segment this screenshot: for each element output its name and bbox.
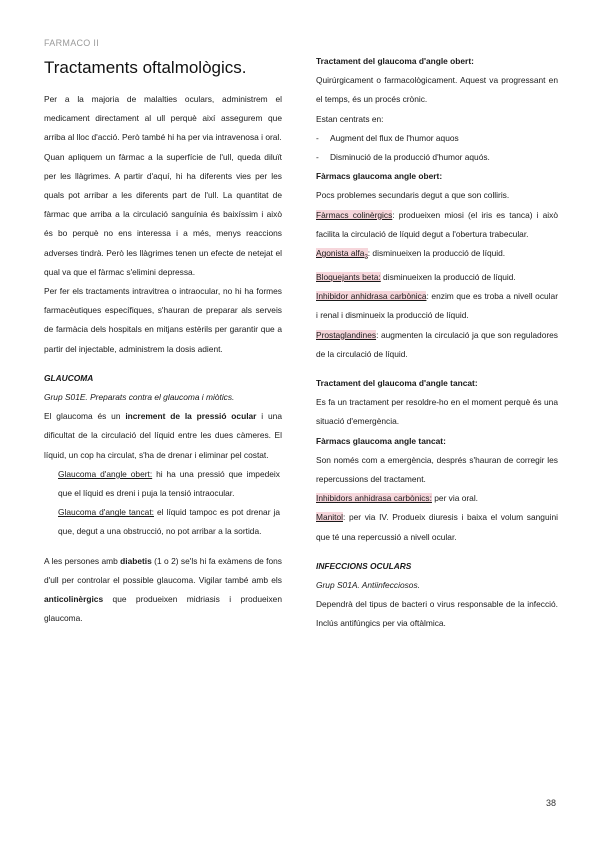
diabetes-paragraph: A les persones amb diabetis (1 o 2) se'ls hi fa exàmens de fons d'ull per controlar el possible glaucoma. Vigilar també amb els anticolinèrgics que produeixen midriasis i produeixen glaucoma. [44,555,282,624]
emergency-paragraph: Es fa un tractament per resoldre-ho en el moment perquè és una situació d'emergència. [316,397,558,427]
running-header: FARMACO II [44,38,100,48]
carbonic-anhydrase-term: Inhibidor anhidrasa carbònica [316,291,427,302]
alpha-agonist-term: Agonista alfa$_2$ [316,248,368,261]
open-angle-definition: Glaucoma d'angle obert: hi ha una pressió que impedeix que el líquid es dreni i puja la tensió intraocular. [58,468,280,499]
surface-paragraph: Quan apliquem un fàrmac a la superfície de l'ull, queda diluït per les llàgrimes. A partir d'aquí, hi ha diferents vies per les quals pot arribar a les diferents part de l'ull. La quantitat de fàrmac que arriba a la circulació sanguínia és baixíssim i això és bo perquè no ens interessa i a més, menys reaccions adverses tindrà. Però les llàgrimes tenen un efecte de netejat el qual va que el fàrmac s'elimini depressa. [44,151,282,277]
focus-intro: Estan centrats en: [316,113,384,124]
prostaglandins-term: Prostaglandines [316,329,377,340]
emergency-only-paragraph: Son només com a emergència, després s'hauran de corregir les repercussions del tractament. [316,454,558,484]
surgical-paragraph: Quirúrgicament o farmacològicament. Aquest va progressant en el temps, és un procés crònic. [316,75,558,105]
carbonic-anhydrase-oral-item: Inhibidors anhidrasa carbònics: per via oral. [316,493,479,504]
closed-angle-drugs-heading: Fàrmacs glaucoma angle tancat: [316,435,446,446]
group-s01e: Grup S01E. Preparats contra el glaucoma i miòtics. [44,392,235,403]
carbonic-anhydrase-item: Inhibidor anhidrasa carbònica: enzim que es troba a nivell ocular i renal i disminueix la producció de líquid. [316,291,558,321]
open-angle-term: Glaucoma d'angle obert: [58,468,153,479]
intro-paragraph: Per a la majoria de malalties oculars, administrem el medicament directament al ull perquè així assegurem que arriba al lloc d'acció. Però també hi ha per via intravenosa i oral. [44,94,282,143]
list-item: - Disminució de la producció d'humor aquós. [316,148,558,167]
glaucoma-definition: El glaucoma és un increment de la pressió ocular i una dificultat de la circulació del líquid entre les dues càmeres. El líquid, un cop ha circulat, s'ha de drenar i eliminar pel costat. [44,411,282,460]
right-column [316,52,558,634]
cholinergic-term: Fàrmacs colinèrgics [316,209,393,220]
left-column [44,90,282,628]
infections-paragraph: Dependrà del tipus de bacteri o virus responsable de la infecció. Inclús antifúngics per via oftàlmica. [316,599,558,629]
mannitol-term: Manitol [316,512,343,523]
prostaglandins-item: Prostaglandines: augmenten la circulació ja que son reguladores de la circulació de líquid. [316,329,558,359]
group-s01a: Grup S01A. Antiinfecciosos. [316,579,420,590]
page-title: Tractaments oftalmològics. [44,58,247,77]
open-angle-treatment-heading: Tractament del glaucoma d'angle obert: [316,56,474,66]
mannitol-item: Manitol: per via IV. Produeix diuresis i baixa el volum sanguini que té una repercussió a nivell ocular. [316,512,558,542]
cholinergic-item: Fàrmacs colinèrgics: produeixen miosi (el iris es tanca) i això facilita la circulació de líquid degut a l'obertura trabecular. [316,209,559,239]
page-number: 38 [546,798,557,808]
infections-heading: INFECCIONS OCULARS [316,560,412,571]
closed-angle-definition: Glaucoma d'angle tancat: el líquid tampoc es pot drenar ja que, degut a una obstrucció, no pot arribar a la sortida. [58,507,280,537]
beta-blocker-term: Bloquejants beta: [316,271,381,282]
intravitreal-paragraph: Per fer els tractaments intravitrea o intraocular, no hi ha formes farmacèutiques específiques, s'hauran de preparar als serveis de farmàcia dels hospitals en mitjans estèrils per garantir que a partir del injectable, administrem la dosis adient. [44,286,282,354]
focus-list [316,129,558,167]
beta-blocker-item: Bloquejants beta: disminueixen la producció de líquid. [316,271,516,282]
closed-angle-term: Glaucoma d'angle tancat: [58,507,154,518]
list-item: - Augment del flux de l'humor aquos [316,129,558,148]
open-angle-drugs-heading: Fàrmacs glaucoma angle obert: [316,171,443,182]
glaucoma-heading: GLAUCOMA [44,372,94,383]
alpha-agonist-item: Agonista alfa$_2$: disminueixen la producció de líquid. [316,248,506,261]
side-effects-paragraph: Pocs problemes secundaris degut a que son colliris. [316,190,510,201]
carbonic-anhydrase-oral-term: Inhibidors anhidrasa carbònics: [316,493,432,504]
closed-angle-treatment-heading: Tractament del glaucoma d'angle tancat: [316,377,478,388]
